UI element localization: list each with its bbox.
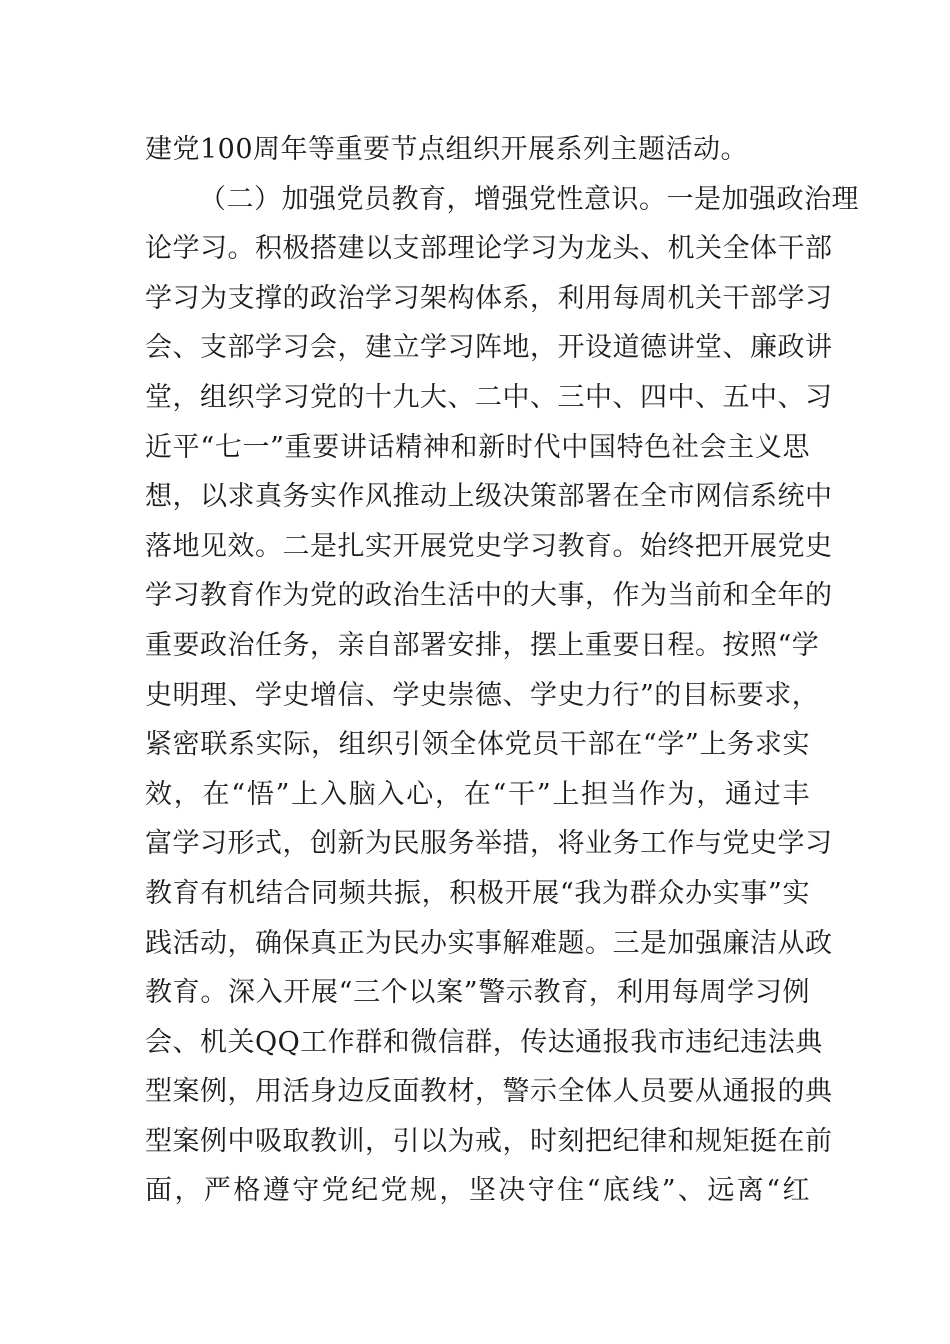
text-line: 史明理、学史增信、学史崇德、学史力行”的目标要求，: [145, 679, 820, 711]
text-line: 践活动，确保真正为民办实事解难题。三是加强廉洁从政: [145, 927, 833, 959]
text-line: 紧密联系实际，组织引领全体党员干部在“学”上务求实: [145, 729, 810, 761]
body-text: [145, 125, 859, 1216]
text-line: 效，在“悟”上入脑入心，在“干”上担当作为，通过丰: [145, 778, 810, 810]
text-line: 建党100周年等重要节点组织开展系列主题活动。: [145, 134, 749, 165]
text-line: 教育有机结合同频共振，积极开展“我为群众办实事”实: [145, 877, 810, 909]
text-line: 学习教育作为党的政治生活中的大事，作为当前和全年的: [145, 580, 833, 612]
text-line: 学习为支撑的政治学习架构体系，利用每周机关干部学习: [145, 282, 833, 314]
text-line: 教育。深入开展“三个以案”警示教育，利用每周学习例: [145, 977, 810, 1009]
text-line: 堂，组织学习党的十九大、二中、三中、四中、五中、习: [145, 381, 833, 413]
text-line: （二）加强党员教育，增强党性意识。一是加强政治理: [199, 183, 859, 215]
text-line: 型案例，用活身边反面教材，警示全体人员要从通报的典: [145, 1076, 833, 1108]
text-line: 论学习。积极搭建以支部理论学习为龙头、机关全体干部: [145, 233, 833, 265]
text-line: 近平“七一”重要讲话精神和新时代中国特色社会主义思: [145, 431, 810, 463]
text-line: 富学习形式，创新为民服务举措，将业务工作与党史学习: [145, 828, 833, 860]
text-line: 想，以求真务实作风推动上级决策部署在全市网信系统中: [145, 481, 833, 513]
text-line: 会、机关QQ工作群和微信群，传达通报我市违纪违法典: [145, 1026, 823, 1058]
text-line: 会、支部学习会，建立学习阵地，开设道德讲堂、廉政讲: [145, 332, 833, 364]
text-line: 重要政治任务，亲自部署安排，摆上重要日程。按照“学: [145, 629, 820, 661]
text-line: 落地见效。二是扎实开展党史学习教育。始终把开展党史: [145, 530, 833, 562]
text-line: 面，严格遵守党纪党规，坚决守住“底线”、远离“红: [145, 1175, 810, 1207]
text-line: 型案例中吸取教训，引以为戒，时刻把纪律和规矩挺在前: [145, 1125, 833, 1157]
